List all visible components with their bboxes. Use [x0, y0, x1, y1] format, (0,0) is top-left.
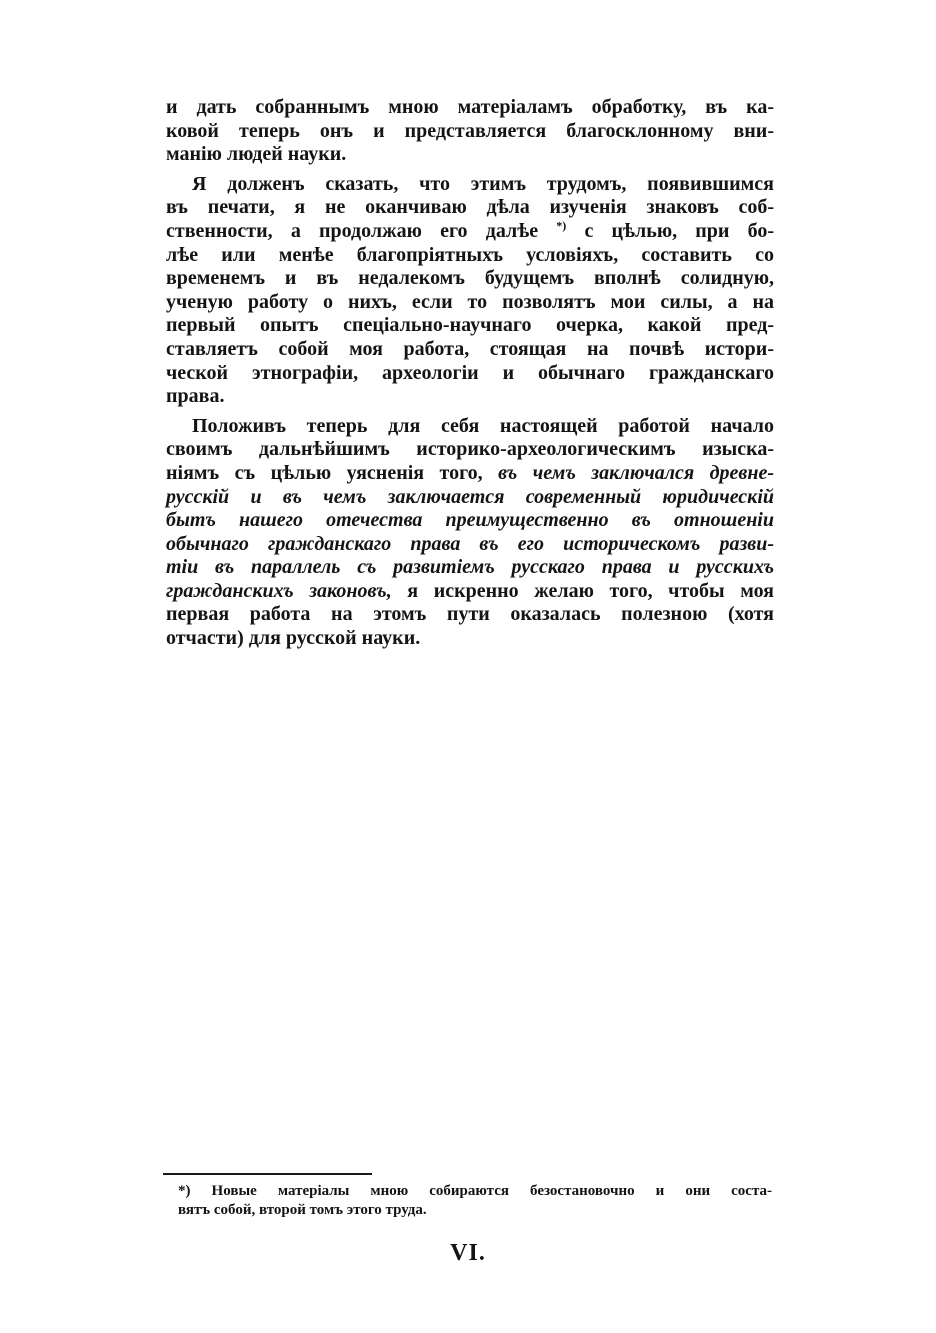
text-segment: Новые матеріалы мною собираются безостановочно и они соста-	[211, 1183, 773, 1199]
text-line: первая работа на этомъ пути оказалась полезною (хотя	[166, 603, 774, 626]
italic-line: бытъ нашего отечества преимущественно въ отношеніи	[166, 509, 774, 532]
italic-line: обычнаго гражданскаго права въ его историческомъ разви-	[166, 532, 774, 555]
text-segment: я искренно желаю того, чтобы моя	[407, 579, 775, 602]
text-line: Я долженъ сказать, что этимъ трудомъ, появившимся	[192, 172, 774, 195]
page-number: VI.	[450, 1240, 486, 1266]
footnote-divider	[163, 1173, 372, 1175]
main-text-block	[166, 96, 774, 657]
italic-line: русскій и въ чемъ заключается современный юридическій	[166, 485, 774, 508]
italic-segment: гражданскихъ законовъ,	[166, 579, 392, 602]
paragraph-2	[166, 173, 774, 409]
footnote-line	[178, 1182, 772, 1201]
text-line-mixed	[166, 462, 774, 486]
text-line: ученую работу о нихъ, если то позволятъ мои силы, а на	[166, 290, 774, 313]
footnote	[178, 1182, 772, 1220]
footnote-mark: *)	[178, 1183, 191, 1199]
text-line-mixed	[166, 580, 774, 604]
paragraph-1	[166, 96, 774, 167]
text-line: въ печати, я не оканчиваю дѣла изученія знаковъ соб-	[166, 196, 774, 219]
text-line: своимъ дальнѣйшимъ историко-археологическимъ изыска-	[166, 438, 774, 461]
text-line: отчасти) для русской науки.	[166, 627, 421, 650]
footnote-reference: *)	[556, 218, 567, 233]
text-line: манію людей науки.	[166, 143, 347, 166]
italic-segment: въ чемъ заключался древне-	[498, 461, 774, 484]
text-line: и дать собраннымъ мною матеріаламъ обработку, въ ка-	[166, 96, 774, 118]
text-line: первый опытъ спеціально-научнаго очерка, какой пред-	[166, 314, 774, 337]
footnote-line: вятъ собой, второй томъ этого труда.	[178, 1202, 427, 1218]
text-line-with-footnote	[166, 220, 774, 244]
text-segment: с цѣлью, при бо-	[584, 219, 775, 242]
text-line: Положивъ теперь для себя настоящей работой начало	[192, 414, 774, 437]
text-line: ческой этнографіи, археологіи и обычнаго гражданскаго	[166, 361, 774, 384]
paragraph-3	[166, 415, 774, 651]
text-line: права.	[166, 385, 225, 408]
text-segment: ственности, а продолжаю его далѣе	[166, 219, 539, 242]
italic-line: тіи въ параллель съ развитіемъ русскаго права и русскихъ	[166, 556, 774, 579]
text-line: ставляетъ собой моя работа, стоящая на почвѣ истори-	[166, 337, 774, 360]
text-line: временемъ и въ недалекомъ будущемъ вполнѣ солидную,	[166, 267, 774, 290]
text-line: лѣе или менѣе благопріятныхъ условіяхъ, составить со	[166, 243, 774, 266]
text-line: ковой теперь онъ и представляется благосклонному вни-	[166, 119, 774, 142]
text-segment: ніямъ съ цѣлью уясненія того,	[166, 461, 483, 484]
